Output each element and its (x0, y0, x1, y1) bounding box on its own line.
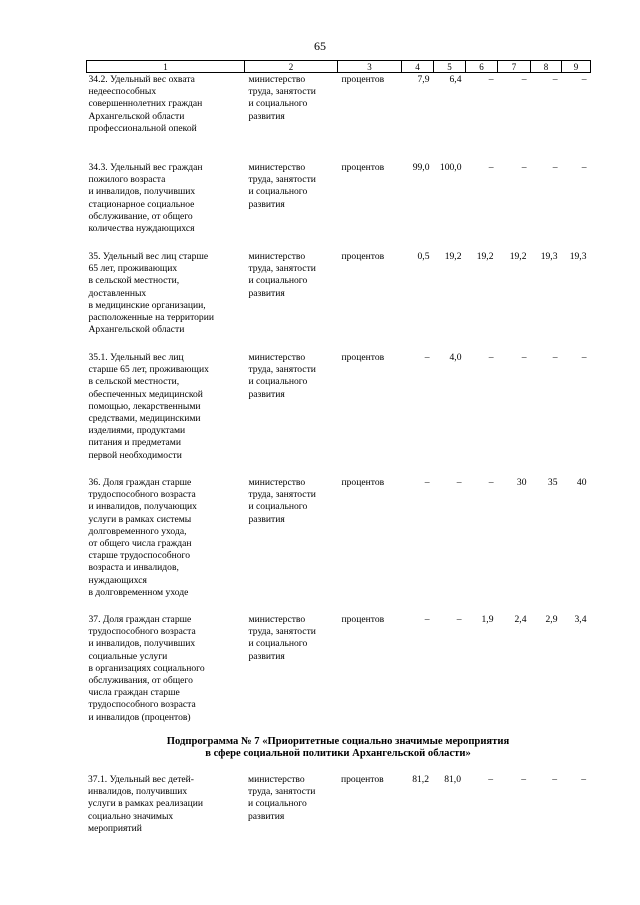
indicator-value: 40 (576, 477, 587, 488)
table-row (87, 73, 591, 162)
indicator-value: 2,9 (545, 614, 558, 625)
indicator-value: – (456, 614, 462, 625)
column-number: 6 (466, 61, 498, 73)
indicator-value: 19,3 (540, 251, 558, 262)
indicator-value: – (424, 352, 430, 363)
table-row (87, 250, 591, 351)
indicator-value: – (521, 352, 527, 363)
indicator-value: 7,9 (417, 74, 430, 85)
indicator-name: 34.3. Удельный вес граждан пожилого возраста и инвалидов, получивших стационарное социальное обслуживание, от общего количества нуждающихся (88, 162, 203, 235)
indicator-value: – (521, 162, 527, 173)
indicator-value: 3,4 (574, 614, 587, 625)
unit-of-measure: процентов (341, 774, 384, 785)
indicator-value: – (552, 352, 558, 363)
responsible-ministry: министерство труда, занятости и социального развития (248, 477, 316, 525)
indicator-value: – (488, 774, 493, 785)
indicator-value: 4,0 (449, 352, 462, 363)
indicator-value: 35 (547, 477, 558, 488)
table-row (87, 613, 591, 735)
unit-of-measure: процентов (341, 162, 385, 173)
indicator-value: – (552, 74, 558, 85)
indicator-value: 2,4 (514, 614, 527, 625)
indicator-value: – (488, 352, 494, 363)
column-number: 1 (87, 61, 245, 73)
column-number: 4 (402, 61, 434, 73)
subprogram-heading-line: в сфере социальной политики Архангельской области» (205, 748, 471, 760)
unit-of-measure: процентов (341, 477, 385, 488)
column-number: 7 (498, 61, 531, 73)
column-number: 8 (531, 61, 562, 73)
indicator-name: 37.1. Удельный вес детей- инвалидов, получивших услуги в рамках реализации социально значимых мероприятий (88, 774, 204, 834)
indicator-value: – (581, 774, 586, 785)
indicator-value: – (488, 74, 494, 85)
responsible-ministry: министерство труда, занятости и социального развития (248, 74, 316, 122)
indicators-table (86, 60, 591, 735)
table-row (87, 476, 591, 613)
unit-of-measure: процентов (341, 251, 385, 262)
indicator-value: 81,0 (444, 774, 461, 785)
indicator-value: – (581, 74, 587, 85)
column-number: 9 (562, 61, 591, 73)
column-number: 3 (338, 61, 402, 73)
column-number: 5 (434, 61, 466, 73)
responsible-ministry: министерство труда, занятости и социального развития (248, 162, 316, 210)
responsible-ministry: министерство труда, занятости и социального развития (248, 774, 316, 822)
table-row (87, 351, 591, 476)
indicator-value: – (552, 162, 558, 173)
indicator-value: 19,2 (444, 251, 462, 262)
indicator-value: 30 (516, 477, 527, 488)
unit-of-measure: процентов (341, 74, 385, 85)
indicator-name: 35.1. Удельный вес лиц старше 65 лет, проживающих в сельской местности, обеспеченных медицинской помощью, лекарственными средствами, медицинскими изделиями, продуктами питания и предметами первой необходимости (88, 352, 209, 461)
indicator-value: – (521, 74, 527, 85)
table-row (86, 773, 590, 835)
indicator-value: 100,0 (439, 162, 462, 173)
indicator-value: – (488, 477, 494, 488)
subprogram-indicators-table (86, 773, 590, 835)
indicator-value: – (521, 774, 526, 785)
responsible-ministry: министерство труда, занятости и социального развития (248, 352, 316, 400)
indicator-value: 19,2 (476, 251, 494, 262)
indicator-value: – (552, 774, 557, 785)
indicator-value: 19,2 (509, 251, 527, 262)
indicator-value: 0,5 (417, 251, 430, 262)
indicator-value: – (456, 477, 462, 488)
column-number-header (87, 61, 591, 73)
indicator-value: 81,2 (412, 774, 429, 785)
indicator-value: 6,4 (449, 74, 462, 85)
indicator-value: 19,3 (569, 251, 587, 262)
indicator-value: – (424, 614, 430, 625)
subprogram-heading (86, 736, 590, 761)
table-row (87, 161, 591, 250)
indicator-name: 37. Доля граждан старше трудоспособного возраста и инвалидов, получивших социальные услуги в организациях социального обслуживания, от общего числа граждан старше трудоспособного возраста и инвалидов (процентов) (88, 614, 205, 723)
page-number: 65 (314, 39, 326, 53)
indicator-name: 35. Удельный вес лиц старше 65 лет, проживающих в сельской местности, доставленных в медицинские организации, расположенные на территории Архангельской области (88, 251, 214, 336)
indicator-value: 1,9 (481, 614, 494, 625)
responsible-ministry: министерство труда, занятости и социального развития (248, 614, 316, 662)
unit-of-measure: процентов (341, 614, 385, 625)
responsible-ministry: министерство труда, занятости и социального развития (248, 251, 316, 299)
indicator-value: 99,0 (412, 162, 430, 173)
column-number: 2 (245, 61, 338, 73)
subprogram-heading-line: Подпрограмма № 7 «Приоритетные социально значимые мероприятия (166, 736, 510, 747)
unit-of-measure: процентов (341, 352, 385, 363)
indicator-value: – (581, 352, 587, 363)
indicator-name: 36. Доля граждан старше трудоспособного возраста и инвалидов, получающих услуги в рамках системы долговременного ухода, от общего числа граждан старше трудоспособного возраста и инвалидов, нуждающихся в долговременном уходе (88, 477, 197, 598)
indicator-value: – (488, 162, 494, 173)
indicator-value: – (424, 477, 430, 488)
indicator-value: – (581, 162, 587, 173)
indicator-name: 34.2. Удельный вес охвата недееспособных совершеннолетних граждан Архангельской области профессиональной опекой (88, 74, 203, 134)
